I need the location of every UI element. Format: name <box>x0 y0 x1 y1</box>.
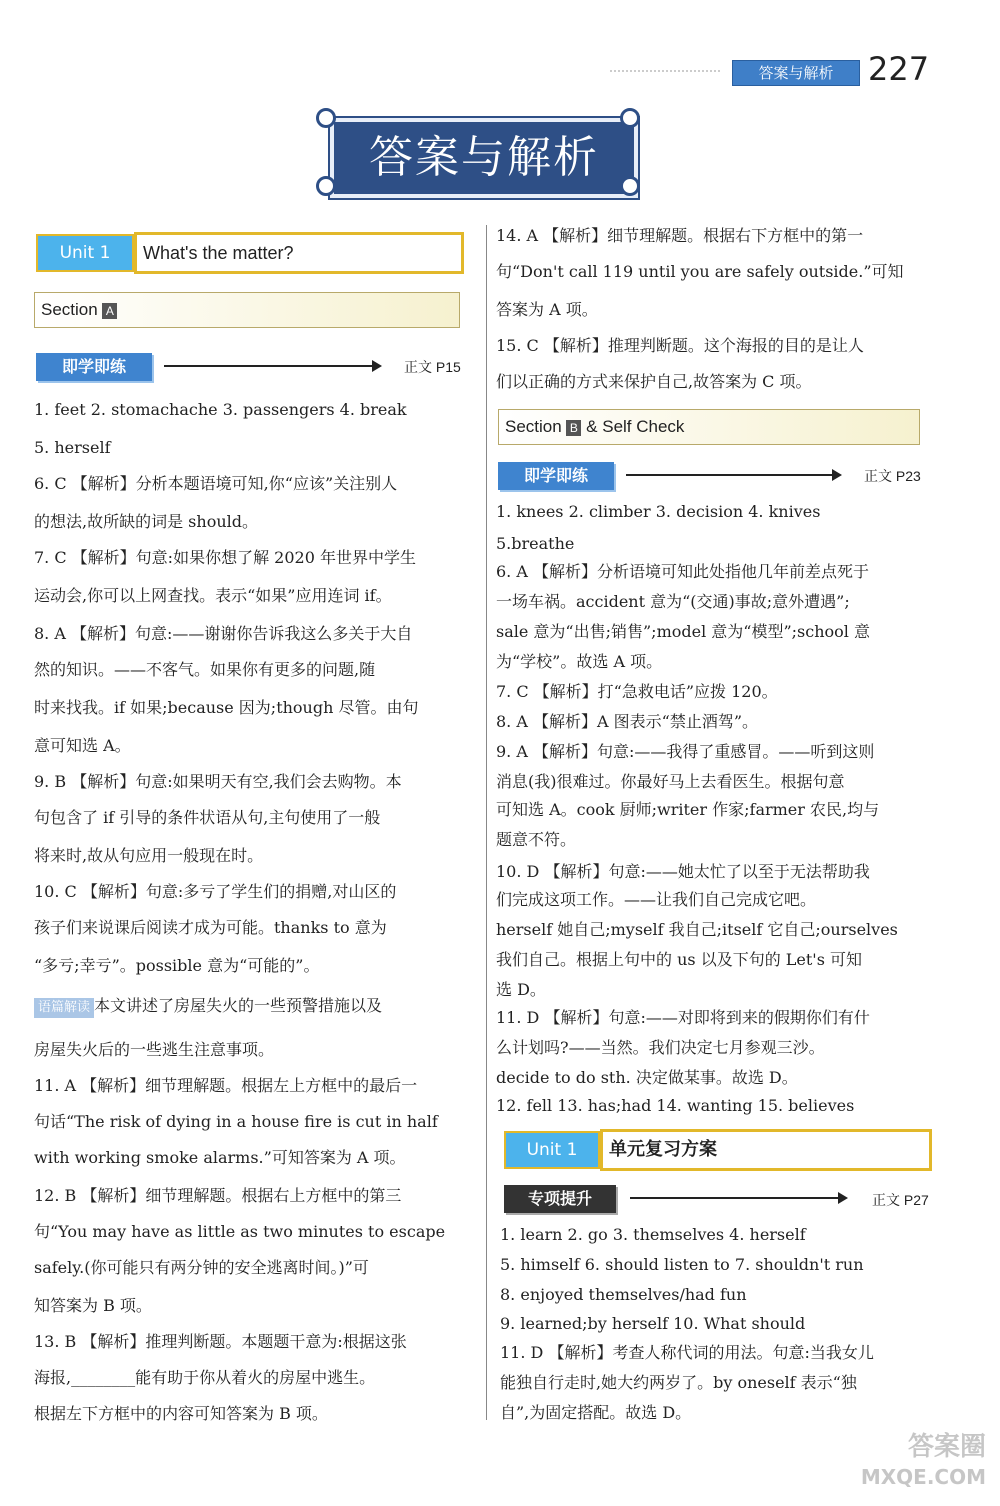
title-corner-dot <box>316 108 336 128</box>
section-label: Section <box>505 417 562 436</box>
section-label: Section <box>41 300 98 319</box>
title-corner-dot <box>620 176 640 196</box>
section-header <box>34 292 460 328</box>
title-corner-dot <box>620 108 640 128</box>
answer-line: 14. A 【解析】细节理解题。根据右下方框中的第一 <box>496 226 864 245</box>
answer-line: 的想法,故所缺的词是 should。 <box>34 512 258 531</box>
answer-line: 12. fell 13. has;had 14. wanting 15. believes <box>496 1096 855 1115</box>
answer-line: with working smoke alarms.”可知答案为 A 项。 <box>34 1148 406 1167</box>
answer-line: 9. B 【解析】句意:如果明天有空,我们会去购物。本 <box>34 772 402 791</box>
answer-line: 海报,________能有助于你从着火的房屋中逃生。 <box>34 1368 376 1387</box>
answer-line: 13. B 【解析】推理判断题。本题题干意为:根据这张 <box>34 1332 407 1351</box>
answer-line: 们完成这项工作。——让我们自己完成它吧。 <box>496 890 817 909</box>
header-dotted-rule <box>610 70 720 74</box>
answer-line: 运动会,你可以上网查找。表示“如果”应用连词 if。 <box>34 586 392 605</box>
special-practice-badge: 专项提升 <box>504 1185 616 1213</box>
answer-text: 本文讲述了房屋失火的一些预警措施以及 <box>94 996 383 1015</box>
answer-line: 10. C 【解析】句意:多亏了学生们的捐赠,对山区的 <box>34 882 397 901</box>
answer-line: 6. A 【解析】分析语境可知此处指他几年前差点死于 <box>496 562 869 581</box>
page-reference: 正文 P15 <box>404 359 461 375</box>
answer-line: 11. D 【解析】句意:——对即将到来的假期你们有什 <box>496 1008 870 1027</box>
answer-line: 1. learn 2. go 3. themselves 4. herself <box>500 1225 806 1244</box>
answer-line: 9. learned;by herself 10. What should <box>500 1314 806 1333</box>
answer-line: 15. C 【解析】推理判断题。这个海报的目的是让人 <box>496 336 864 355</box>
answer-line: 5. himself 6. should listen to 7. shouldn't run <box>500 1255 864 1274</box>
answer-line: 时来找我。if 如果;because 因为;though 尽管。由句 <box>34 698 419 717</box>
answer-line: 句“Don't call 119 until you are safely outside.”可知 <box>496 262 904 281</box>
watermark-url: MXQE.COM <box>860 1465 986 1489</box>
answer-line: 消息(我)很难过。你最好马上去看医生。根据句意 <box>496 772 845 791</box>
answer-line: 孩子们来说课后阅读才成为可能。thanks to 意为 <box>34 918 387 937</box>
answer-line: 1. feet 2. stomachache 3. passengers 4. break <box>34 400 407 419</box>
unit-title: 单元复习方案 <box>609 1139 717 1160</box>
answer-line: 句“You may have as little as two minutes to escape <box>34 1222 446 1241</box>
arrow-rule <box>630 1197 844 1199</box>
answer-line: 为“学校”。故选 A 项。 <box>496 652 663 671</box>
answer-line: 我们自己。根据上句中的 us 以及下句的 Let's 可知 <box>496 950 862 969</box>
answer-line: 11. A 【解析】细节理解题。根据左上方框中的最后一 <box>34 1076 418 1095</box>
section-letter: A <box>102 303 117 319</box>
answer-line: 句包含了 if 引导的条件状语从句,主句使用了一般 <box>34 808 381 827</box>
answer-line: 5.breathe <box>496 534 575 553</box>
unit-title-box <box>600 1129 932 1171</box>
page-title-box <box>330 118 638 198</box>
answer-line: safely.(你可能只有两分钟的安全逃离时间。)”可 <box>34 1258 369 1277</box>
answer-line: 意可知选 A。 <box>34 736 131 755</box>
answer-line: 将来时,故从句应用一般现在时。 <box>34 846 264 865</box>
answer-line: 房屋失火后的一些逃生注意事项。 <box>34 1040 275 1059</box>
answer-line: 10. D 【解析】句意:——她太忙了以至于无法帮助我 <box>496 862 870 881</box>
unit-tag: Unit 1 <box>504 1131 600 1169</box>
answer-line: 6. C 【解析】分析本题语境可知,你“应该”关注别人 <box>34 474 398 493</box>
page-title: 答案与解析 <box>369 132 599 183</box>
answer-line: 8. A 【解析】句意:——谢谢你告诉我这么多关于大自 <box>34 624 413 643</box>
answer-line: 选 D。 <box>496 980 546 999</box>
passage-reading-tag: 语篇解读 <box>34 998 94 1018</box>
answer-line: 么计划吗?——当然。我们决定七月参观三沙。 <box>496 1038 825 1057</box>
answer-line: decide to do sth. 决定做某事。故选 D。 <box>496 1068 798 1087</box>
answer-line: 根据左下方框中的内容可知答案为 B 项。 <box>34 1404 328 1423</box>
page-number: 227 <box>868 50 930 88</box>
answer-line <box>34 996 474 1018</box>
answer-line: 8. A 【解析】A 图表示“禁止酒驾”。 <box>496 712 758 731</box>
answer-line: 8. enjoyed themselves/had fun <box>500 1285 747 1304</box>
unit-title-box <box>134 232 464 274</box>
answer-line: 12. B 【解析】细节理解题。根据右上方框中的第三 <box>34 1186 402 1205</box>
watermark-logo: 答案圈 <box>907 1432 986 1462</box>
answer-line: herself 她自己;myself 我自己;itself 它自己;ourselves <box>496 920 898 939</box>
answer-line: 一场车祸。accident 意为“(交通)事故;意外遭遇”; <box>496 592 850 611</box>
watermark <box>861 1432 986 1492</box>
unit-title: What's the matter? <box>143 243 294 263</box>
answer-line: 7. C 【解析】句意:如果你想了解 2020 年世界中学生 <box>34 548 416 567</box>
header-section-tag: 答案与解析 <box>732 60 860 86</box>
title-corner-dot <box>316 176 336 196</box>
section-suffix: & Self Check <box>586 417 685 436</box>
unit-tag: Unit 1 <box>36 234 134 272</box>
practice-badge: 即学即练 <box>498 462 614 490</box>
arrow-rule <box>164 365 378 367</box>
arrow-rule <box>626 474 838 476</box>
page-reference: 正文 P27 <box>872 1192 929 1208</box>
answer-line: 题意不符。 <box>496 830 577 849</box>
answer-line: “多亏;幸亏”。possible 意为“可能的”。 <box>34 956 320 975</box>
section-header <box>498 409 920 445</box>
answer-line: sale 意为“出售;销售”;model 意为“模型”;school 意 <box>496 622 870 641</box>
answer-line: 们以正确的方式来保护自己,故答案为 C 项。 <box>496 372 812 391</box>
answer-line: 7. C 【解析】打“急救电话”应拨 120。 <box>496 682 778 701</box>
answer-line: 9. A 【解析】句意:——我得了重感冒。——听到这则 <box>496 742 875 761</box>
section-letter: B <box>566 420 581 436</box>
answer-line: 可知选 A。cook 厨师;writer 作家;farmer 农民,均与 <box>496 800 880 819</box>
answer-line: 答案为 A 项。 <box>496 300 598 319</box>
answer-line: 1. knees 2. climber 3. decision 4. knives <box>496 502 821 521</box>
answer-line: 知答案为 B 项。 <box>34 1296 152 1315</box>
answer-line: 5. herself <box>34 438 111 457</box>
answer-line: 能独自行走时,她大约两岁了。by oneself 表示“独 <box>500 1373 857 1392</box>
answer-line: 然的知识。——不客气。如果你有更多的问题,随 <box>34 660 376 679</box>
answer-line: 自”,为固定搭配。故选 D。 <box>500 1403 692 1422</box>
answer-line: 句话“The risk of dying in a house fire is cut in half <box>34 1112 438 1131</box>
page-reference: 正文 P23 <box>864 468 921 484</box>
answer-line: 11. D 【解析】考查人称代词的用法。句意:当我女儿 <box>500 1343 874 1362</box>
practice-badge: 即学即练 <box>36 353 152 381</box>
column-separator <box>486 225 487 1420</box>
